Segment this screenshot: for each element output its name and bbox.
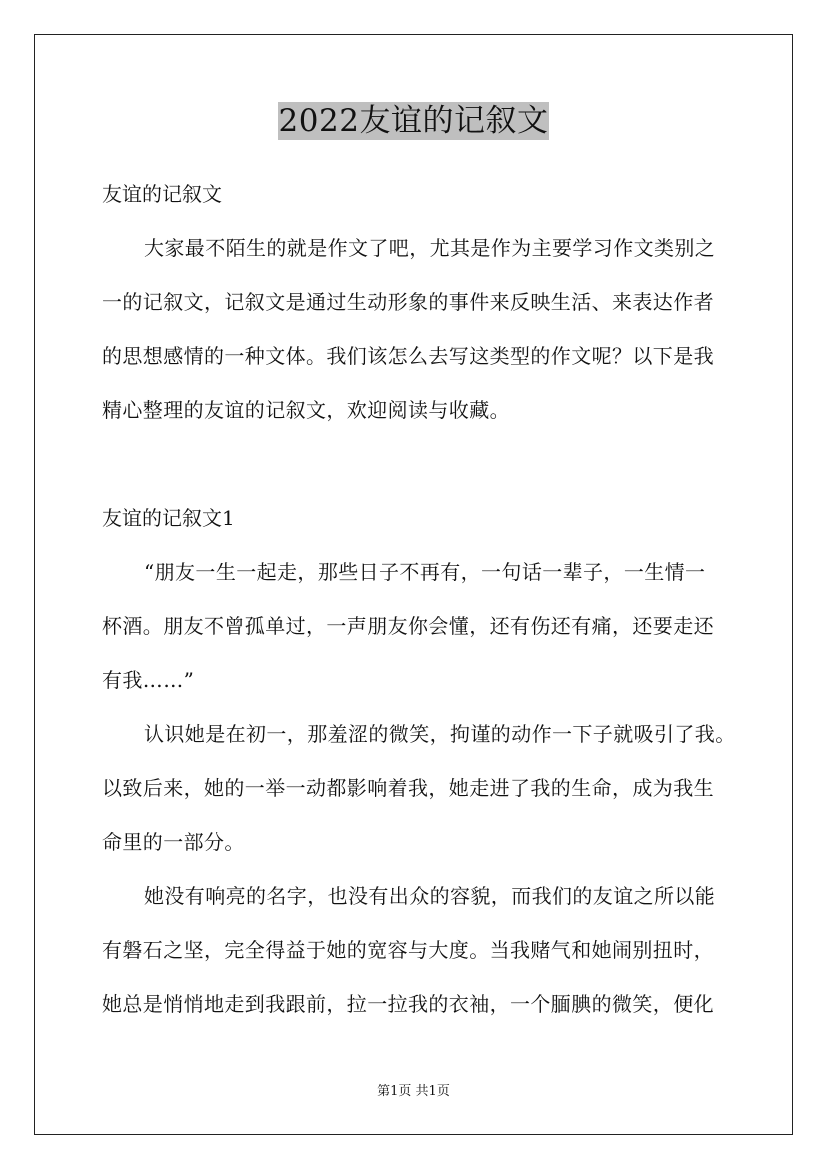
para1-line-1: “朋友一生一起走，那些日子不再有，一句话一辈子，一生情一	[144, 560, 706, 584]
document-title: 2022友谊的记叙文	[278, 103, 549, 139]
para3-line-1: 她没有响亮的名字，也没有出众的容貌，而我们的友谊之所以能	[144, 884, 716, 908]
para3-line-2: 有磐石之坚，完全得益于她的宽容与大度。当我赌气和她闹别扭时，	[102, 938, 714, 962]
section-heading-essay-1: 友谊的记叙文1	[102, 506, 235, 530]
para2-line-1: 认识她是在初一，那羞涩的微笑，拘谨的动作一下子就吸引了我。	[144, 722, 736, 746]
page-footer: 第1页 共1页	[377, 1084, 450, 1099]
para3-line-3: 她总是悄悄地走到我跟前，拉一拉我的衣袖，一个腼腆的微笑，便化	[102, 992, 714, 1016]
intro-line-2: 一的记叙文，记叙文是通过生动形象的事件来反映生活、来表达作者	[102, 290, 714, 314]
intro-line-4: 精心整理的友谊的记叙文，欢迎阅读与收藏。	[102, 398, 510, 422]
title-container	[0, 102, 827, 140]
intro-line-3: 的思想感情的一种文体。我们该怎么去写这类型的作文呢？以下是我	[102, 344, 714, 368]
intro-line-1: 大家最不陌生的就是作文了吧，尤其是作为主要学习作文类别之	[144, 236, 716, 260]
para1-line-2: 杯酒。朋友不曾孤单过，一声朋友你会懂，还有伤还有痛，还要走还	[102, 614, 714, 638]
para1-line-3: 有我……”	[102, 668, 195, 692]
para2-line-2: 以致后来，她的一举一动都影响着我，她走进了我的生命，成为我生	[102, 776, 714, 800]
section-heading-intro: 友谊的记叙文	[102, 182, 222, 206]
para2-line-3: 命里的一部分。	[102, 830, 245, 854]
